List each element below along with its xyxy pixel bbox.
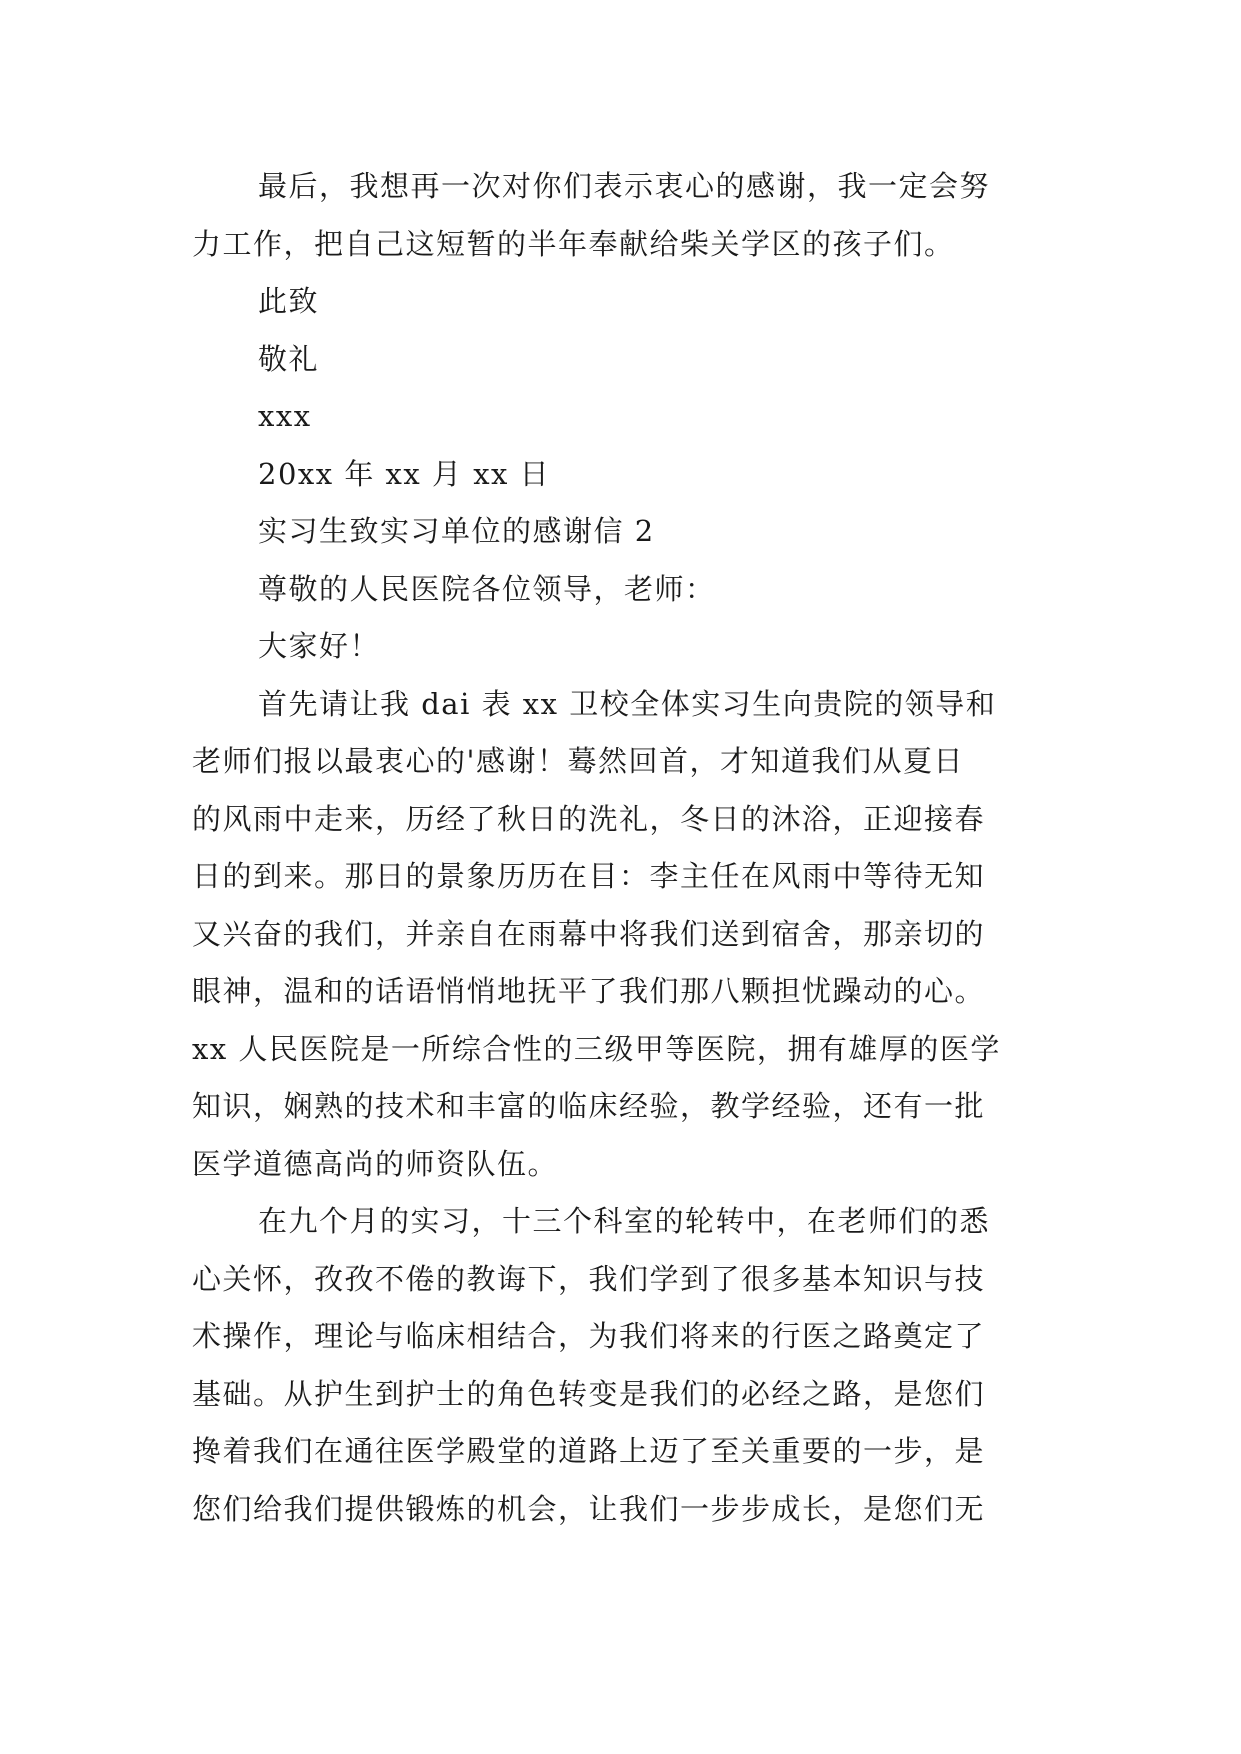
signature-date: 20xx 年 xx 月 xx 日 xyxy=(258,456,551,491)
signature-name: xxx xyxy=(258,399,312,433)
text-line: 老师们报以最衷心的'感谢！蓦然回首，才知道我们从夏日 xyxy=(192,744,964,778)
closing-regards: 敬礼 xyxy=(258,341,320,376)
closing-salutation: 此致 xyxy=(258,284,320,318)
letter-greeting: 尊敬的人民医院各位领导，老师： xyxy=(258,571,716,606)
text-line: 术操作，理论与临床相结合，为我们将来的行医之路奠定了 xyxy=(192,1319,986,1353)
text-line: 知识，娴熟的技术和丰富的临床经验，教学经验，还有一批 xyxy=(192,1089,986,1123)
letter-title: 实习生致实习单位的感谢信 2 xyxy=(258,514,655,548)
text-line: 眼神，温和的话语悄悄地抚平了我们那八颗担忧躁动的心。 xyxy=(192,974,986,1008)
document-body xyxy=(192,158,1062,1538)
text-line: 基础。从护生到护士的角色转变是我们的必经之路，是您们 xyxy=(192,1376,986,1411)
text-line: 又兴奋的我们，并亲自在雨幕中将我们送到宿舍，那亲切的 xyxy=(192,916,986,951)
text-line: 心关怀，孜孜不倦的教诲下，我们学到了很多基本知识与技 xyxy=(192,1261,986,1296)
text-line: 的风雨中走来，历经了秋日的洗礼，冬日的沐浴，正迎接春 xyxy=(192,801,986,836)
text-line: 最后，我想再一次对你们表示衷心的感谢，我一定会努 xyxy=(258,169,991,203)
text-line: 搀着我们在通往医学殿堂的道路上迈了至关重要的一步，是 xyxy=(192,1434,986,1468)
letter-hello: 大家好！ xyxy=(258,629,381,663)
text-line: 日的到来。那日的景象历历在目：李主任在风雨中等待无知 xyxy=(192,859,986,893)
text-line: 医学道德高尚的师资队伍。 xyxy=(192,1146,559,1181)
text-line: 力工作，把自己这短暂的半年奉献给柴关学区的孩子们。 xyxy=(192,226,955,261)
text-line: xx 人民医院是一所综合性的三级甲等医院，拥有雄厚的医学 xyxy=(192,1031,1001,1066)
text-line: 在九个月的实习，十三个科室的轮转中，在老师们的悉 xyxy=(258,1204,991,1238)
text-line: 您们给我们提供锻炼的机会，让我们一步步成长，是您们无 xyxy=(192,1491,986,1526)
text-line: 首先请让我 dai 表 xx 卫校全体实习生向贵院的领导和 xyxy=(258,686,997,721)
